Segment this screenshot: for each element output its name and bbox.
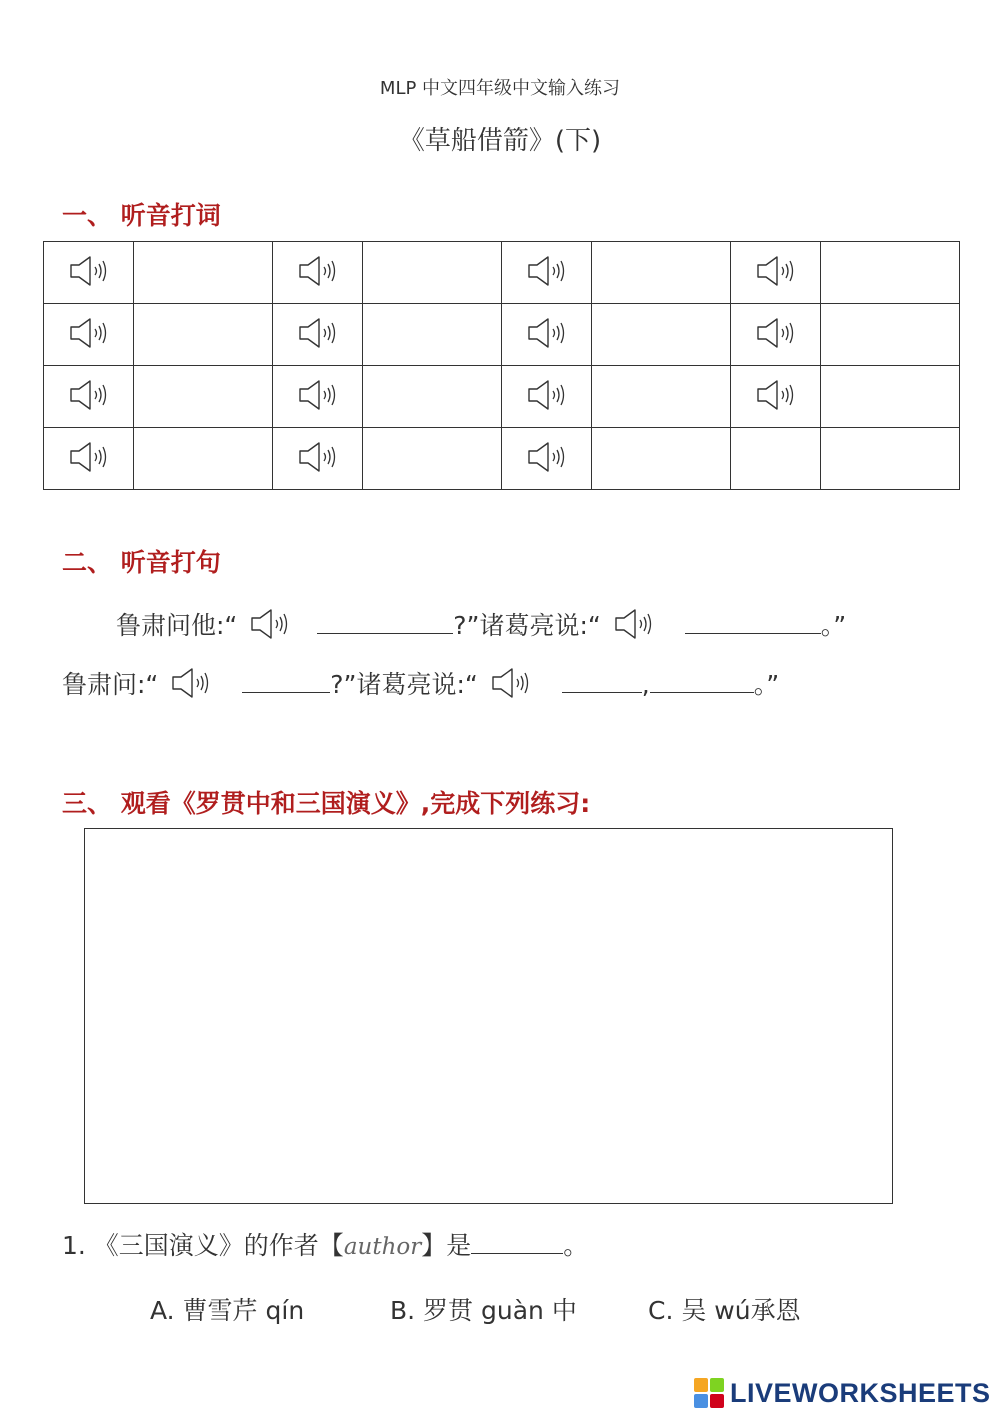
sentence1-blank-2[interactable] (685, 613, 821, 634)
question1-answer-blank[interactable] (471, 1233, 563, 1254)
answer-cell[interactable] (363, 304, 502, 366)
answer-cell[interactable] (363, 242, 502, 304)
speaker-icon[interactable] (273, 242, 363, 304)
grid-row (44, 304, 960, 366)
question1-end: 。 (563, 1231, 589, 1260)
section2-heading: 二、 听音打句 (62, 548, 221, 577)
speaker-icon[interactable] (44, 242, 134, 304)
question1-prefix: 1. 《三国演义》的作者【 (62, 1231, 344, 1260)
question1-option-b[interactable]: B. 罗贯 guàn 中 (390, 1296, 577, 1325)
speaker-icon[interactable] (273, 304, 363, 366)
grid-row (44, 428, 960, 490)
question1-hint: author (343, 1234, 422, 1260)
sentence2-part-a: 鲁肃问:“ (62, 670, 159, 699)
sentence1-blank-1[interactable] (317, 613, 453, 634)
sentence1-part-b: ?”诸葛亮说:“ (453, 611, 601, 640)
sentence2-blank-2[interactable] (562, 672, 642, 693)
brand-name: LIVEWORKSHEETS (730, 1377, 991, 1408)
speaker-icon[interactable] (44, 304, 134, 366)
sentence2-blank-3[interactable] (650, 672, 754, 693)
sentence-line-1 (116, 606, 846, 646)
answer-cell[interactable] (592, 304, 731, 366)
answer-cell[interactable] (592, 242, 731, 304)
question-1 (62, 1226, 588, 1262)
answer-cell[interactable] (592, 428, 731, 490)
answer-cell[interactable] (821, 304, 960, 366)
speaker-icon[interactable] (731, 242, 821, 304)
answer-cell[interactable] (134, 304, 273, 366)
answer-cell (821, 428, 960, 490)
sentence1-part-a: 鲁肃问他:“ (116, 611, 238, 640)
answer-cell[interactable] (363, 428, 502, 490)
answer-cell[interactable] (134, 242, 273, 304)
grid-row (44, 366, 960, 428)
sentence2-blank-1[interactable] (242, 672, 330, 693)
worksheet-subtitle: MLP 中文四年级中文输入练习 (379, 78, 621, 99)
liveworksheets-brand[interactable] (694, 1376, 994, 1410)
speaker-icon[interactable] (613, 608, 655, 646)
video-embed-area[interactable] (84, 828, 893, 1204)
speaker-icon[interactable] (44, 366, 134, 428)
answer-cell[interactable] (821, 242, 960, 304)
speaker-icon[interactable] (731, 366, 821, 428)
empty-cell (731, 428, 821, 490)
speaker-icon[interactable] (44, 428, 134, 490)
sentence2-part-b: ?”诸葛亮说:“ (330, 670, 478, 699)
sentence2-part-c: 。” (753, 670, 780, 699)
question1-suffix: 】是 (421, 1231, 472, 1260)
sentence1-part-c: 。” (820, 611, 847, 640)
speaker-icon[interactable] (273, 428, 363, 490)
answer-cell[interactable] (592, 366, 731, 428)
section1-heading: 一、 听音打词 (62, 201, 221, 230)
liveworksheets-logo-icon (694, 1378, 724, 1408)
grid-row (44, 242, 960, 304)
speaker-icon[interactable] (170, 667, 212, 705)
listen-type-words-grid (43, 241, 960, 490)
question1-option-c[interactable]: C. 吴 wú承恩 (648, 1296, 801, 1325)
speaker-icon[interactable] (502, 366, 592, 428)
speaker-icon[interactable] (490, 667, 532, 705)
answer-cell[interactable] (821, 366, 960, 428)
worksheet-title: 《草船借箭》(下) (398, 126, 602, 156)
speaker-icon[interactable] (273, 366, 363, 428)
answer-cell[interactable] (363, 366, 502, 428)
speaker-icon[interactable] (502, 242, 592, 304)
section3-heading: 三、 观看《罗贯中和三国演义》,完成下列练习: (62, 789, 591, 818)
answer-cell[interactable] (134, 428, 273, 490)
speaker-icon[interactable] (249, 608, 291, 646)
question1-option-a[interactable]: A. 曹雪芹 qín (150, 1296, 305, 1325)
sentence-line-2 (62, 665, 779, 705)
speaker-icon[interactable] (502, 428, 592, 490)
sentence2-separator: , (641, 670, 650, 699)
speaker-icon[interactable] (502, 304, 592, 366)
speaker-icon[interactable] (731, 304, 821, 366)
answer-cell[interactable] (134, 366, 273, 428)
